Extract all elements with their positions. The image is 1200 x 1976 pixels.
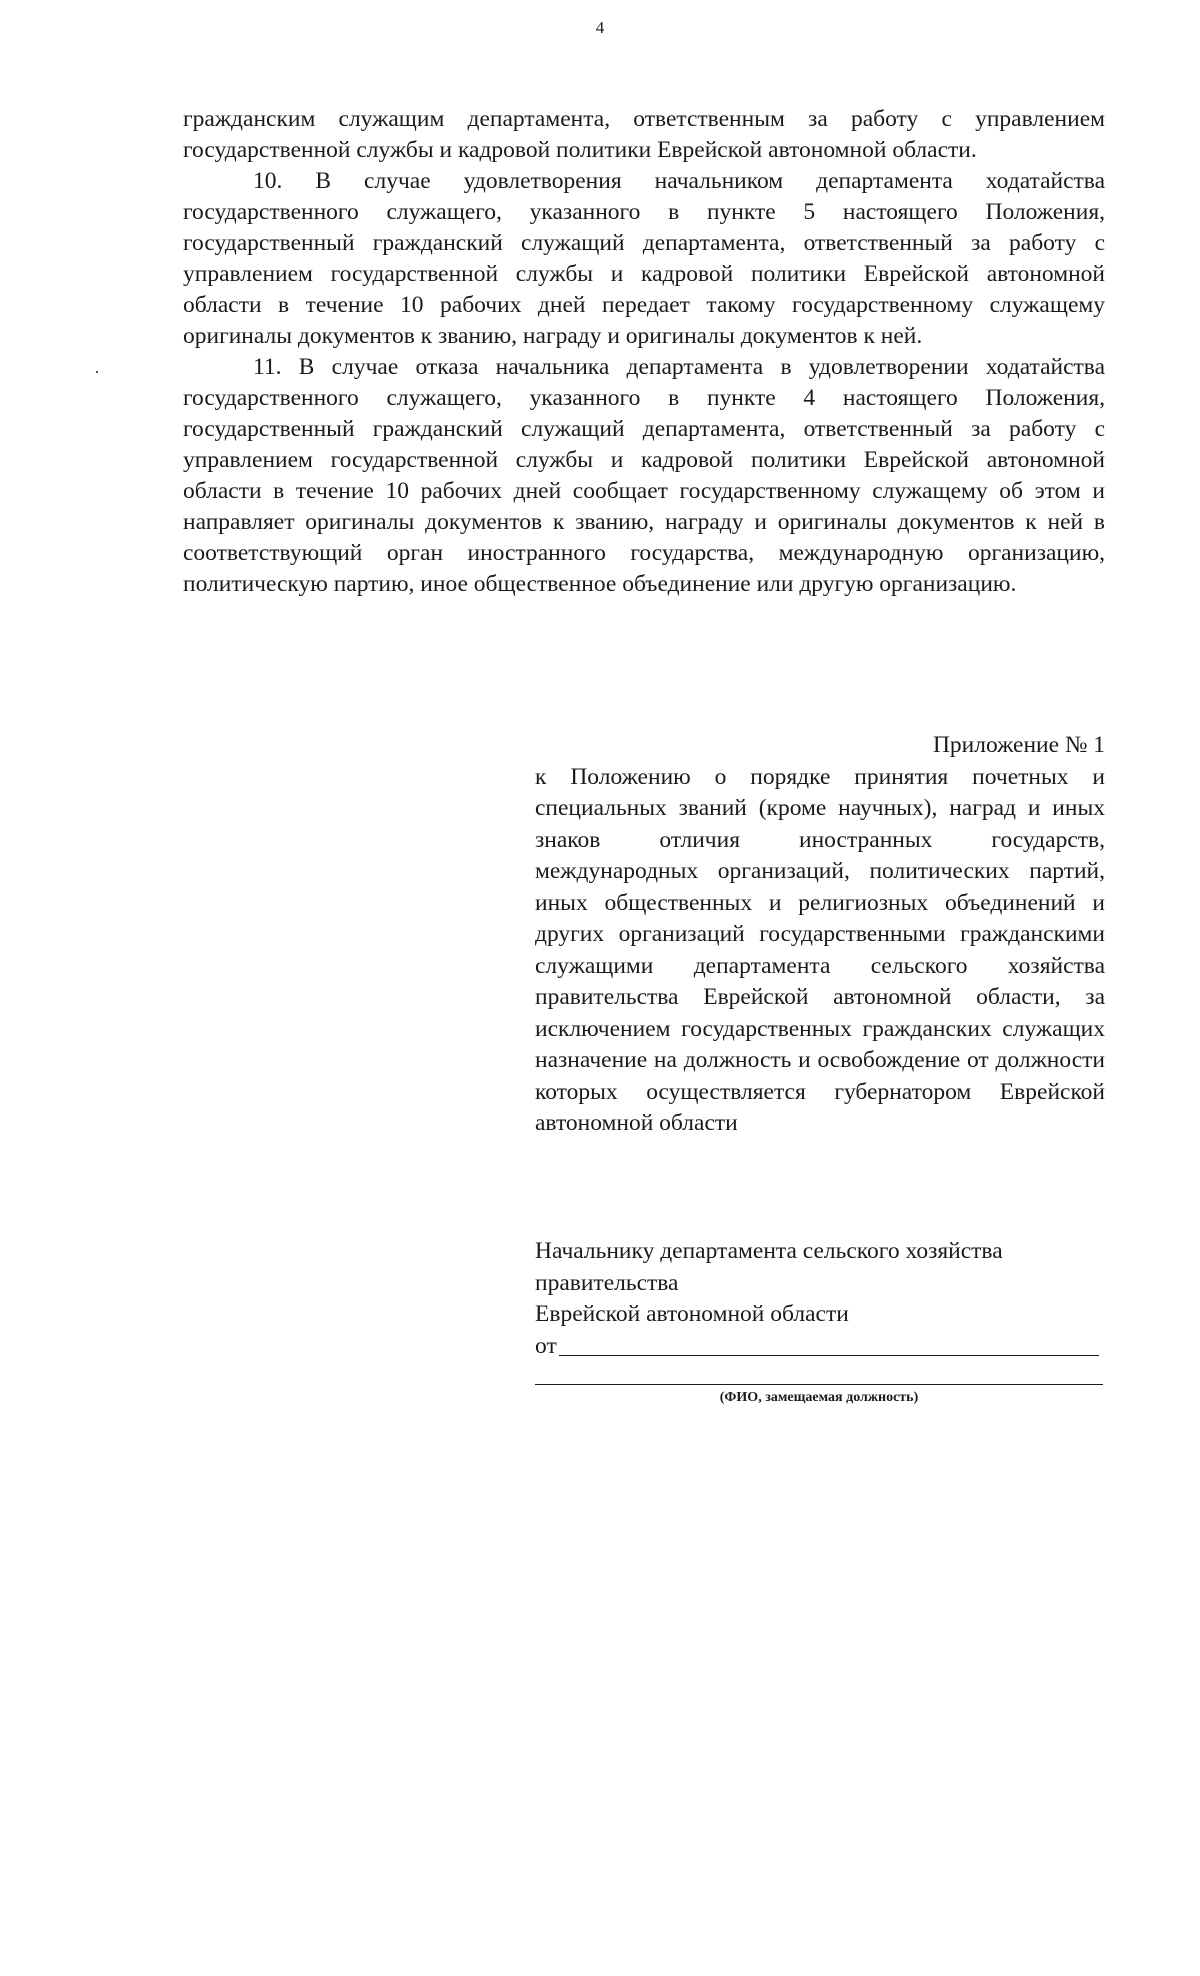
from-label: от (535, 1332, 557, 1359)
appendix-title: Приложение № 1 (932, 732, 1105, 758)
addressee-block (535, 1236, 1105, 1362)
addressee-line-1: Начальнику департамента сельского хозяйства правительства (535, 1238, 1003, 1296)
appendix-header (535, 730, 1105, 1140)
from-line (535, 1331, 1105, 1363)
addressee-line-2: Еврейской автономной области (535, 1301, 849, 1327)
page-number: 4 (595, 18, 605, 37)
paragraph-continuation: гражданским служащим департамента, ответственным за работу с управлением государственной службы и кадровой политики Еврейской автономной области. (183, 106, 1105, 163)
paragraph-11: 11. В случае отказа начальника департамента в удовлетворении ходатайства государственного служащего, указанного в пункте 4 настоящего Положения, государственный гражданский служащий департамента, ответственный за работу с управлением государственной службы и кадровой политики Еврейской автономной области в течение 10 рабочих дней сообщает государственному служащему об этом и направляет оригиналы документов к званию, награду и оригиналы документов к ней в соответствующий орган иностранного государства, международную организацию, политическую партию, иное общественное объединение или другую организацию. (183, 354, 1105, 597)
name-position-caption: (ФИО, замещаемая должность) (719, 1390, 919, 1405)
appendix-description: к Положению о порядке принятия почетных и специальных званий (кроме научных), наград и иных знаков отличия иностранных государств, международных организаций, политических партий, иных общественных и религиозных объединений и других организаций государственными гражданскими служащими департамента сельского хозяйства правительства Еврейской автономной области, за исключением государственных гражданских служащих назначение на должность и освобождение от должности которых осуществляется губернатором Еврейской автономной области (535, 763, 1105, 1136)
scan-speck (96, 371, 98, 373)
from-blank-line (559, 1333, 1099, 1356)
paragraph-10: 10. В случае удовлетворения начальником департамента ходатайства государственного служащего, указанного в пункте 5 настоящего Положения, государственный гражданский служащий департамента, ответственный за работу с управлением государственной службы и кадровой политики Еврейской автономной области в течение 10 рабочих дней передает такому государственному служащему оригиналы документов к званию, награду и оригиналы документов к ней. (183, 168, 1105, 349)
position-blank-line (535, 1384, 1103, 1385)
document-body (183, 104, 1105, 600)
